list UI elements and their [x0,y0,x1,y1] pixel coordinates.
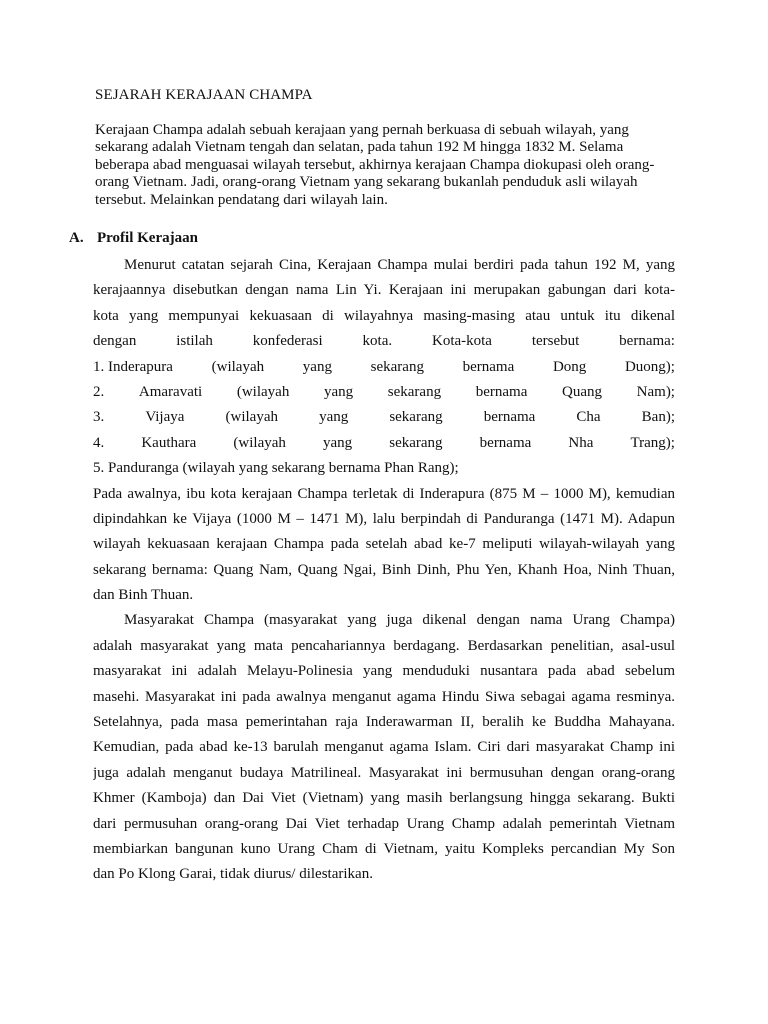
section-heading [69,229,198,248]
word: bernama: [619,333,675,350]
paragraph-line: masehi. Masyarakat ini pada awalnya menganut agama Hindu Siwa sebagai agama resminya. [93,688,675,705]
section-heading-text: Profil Kerajaan [97,230,198,246]
paragraph-line: dan Binh Thuan. [93,587,194,604]
word: yang [302,358,332,375]
paragraph-line: Setelahnya, pada masa pemerintahan raja Inderawarman II, beralih ke Buddha Mahayana. [93,714,675,731]
paragraph-line: juga adalah menganut budaya Matrilineal. Masyarakat ini bermusuhan dengan orang-orang [93,764,675,781]
word: sekarang [387,383,442,400]
paragraph-line: dipindahkan ke Vijaya (1000 M – 1471 M), lalu berpindah di Panduranga (1471 M). Adapun [93,510,675,527]
list-item: 5. Panduranga (wilayah yang sekarang bernama Phan Rang); [93,460,459,477]
paragraph-line: Menurut catatan sejarah Cina, Kerajaan Champa mulai berdiri pada tahun 192 M, yang [124,257,675,273]
word: yang [322,434,353,451]
word: Kota-kota [431,333,492,350]
list-item [93,405,675,430]
word: (wilayah [233,434,286,451]
paragraph-line: dan Po Klong Garai, tidak diurus/ dilestarikan. [93,866,373,883]
word: sekarang [389,409,443,426]
word: bernama [479,434,532,451]
paragraph-line: Kemudian, pada abad ke-13 barulah menganut agama Islam. Ciri dari masyarakat Champ ini [93,739,675,756]
word: bernama [483,409,536,426]
paragraph-line: sekarang bernama: Quang Nam, Quang Ngai, Binh Dinh, Phu Yen, Khanh Hoa, Ninh Thuan, [93,561,675,578]
word: Cha [576,409,601,426]
word: bernama [462,358,515,375]
paragraph-line [93,329,675,354]
intro-line: Kerajaan Champa adalah sebuah kerajaan yang pernah berkuasa di sebuah wilayah, yang [95,122,629,138]
word: 3. [93,409,105,426]
word: Trang); [630,434,675,451]
paragraph-line: membiarkan bangunan kuno Urang Cham di Vietnam, yaitu Kompleks percandian My Son [93,840,675,857]
word: Nam); [636,383,675,400]
word: yang [319,409,349,426]
word: Ban); [641,409,675,426]
section-body [93,253,675,888]
paragraph-line: kota yang mempunyai kekuasaan di wilayahnya masing-masing atau untuk itu dikenal [93,307,675,324]
list-item [93,355,675,380]
intro-line: tersebut. Melainkan pendatang dari wilayah lain. [95,191,388,208]
intro-line: beberapa abad menguasai wilayah tersebut, akhirnya kerajaan Champa diokupasi oleh orang- [95,156,655,173]
word: yang [323,383,354,400]
paragraph-line: masyarakat ini adalah Melayu-Polinesia yang menduduki nusantara pada abad sebelum [93,663,675,680]
paragraph-line: Masyarakat Champa (masyarakat yang juga dikenal dengan nama Urang Champa) [124,612,675,629]
word: Nha [568,434,594,451]
word: Dong [552,358,587,375]
paragraph-line: Pada awalnya, ibu kota kerajaan Champa terletak di Inderapura (875 M – 1000 M), kemudian [93,485,675,502]
intro-line: orang Vietnam. Jadi, orang-orang Vietnam yang sekarang bukanlah penduduk asli wilayah [95,174,638,191]
word: tersebut [531,333,580,350]
section-marker: A. [69,230,84,246]
paragraph-line: adalah masyarakat yang mata pencahariannya berdagang. Berdasarkan penelitian, asal-usul [93,637,675,654]
word: Amaravati [138,383,203,400]
paragraph-line: wilayah kekuasaan kerajaan Champa pada setelah abad ke-7 meliputi wilayah-wilayah yang [93,536,675,553]
word: Kauthara [141,434,197,451]
word: istilah [176,333,213,350]
word: (wilayah [211,358,265,375]
word: 1. Inderapura [93,358,173,375]
word: dengan [93,333,137,350]
paragraph-line: kerajaannya disebutkan dengan nama Lin Yi. Kerajaan ini merupakan gabungan dari kota- [93,282,675,299]
list-item [93,431,675,456]
word: (wilayah [236,383,290,400]
word: bernama [475,383,528,400]
word: 4. [93,434,105,451]
word: 2. [93,383,105,400]
intro-line: sekarang adalah Vietnam tengah dan selatan, pada tahun 192 M hingga 1832 M. Selama [95,139,624,156]
word: Duong); [624,358,675,375]
word: Quang [562,383,603,400]
word: konfederasi [252,333,323,350]
paragraph-line: dari permusuhan orang-orang Dai Viet terhadap Urang Champ adalah pemerintah Vietnam [93,815,675,832]
word: Vijaya [145,409,185,426]
word: sekarang [389,434,443,451]
intro-paragraph [95,122,695,209]
word: kota. [362,333,393,350]
word: sekarang [370,358,424,375]
word: (wilayah [225,409,278,426]
list-item [93,380,675,405]
paragraph-line: Khmer (Kamboja) dan Dai Viet (Vietnam) yang masih berlangsung hingga sekarang. Bukti [93,790,675,807]
document-title: SEJARAH KERAJAAN CHAMPA [95,87,313,103]
